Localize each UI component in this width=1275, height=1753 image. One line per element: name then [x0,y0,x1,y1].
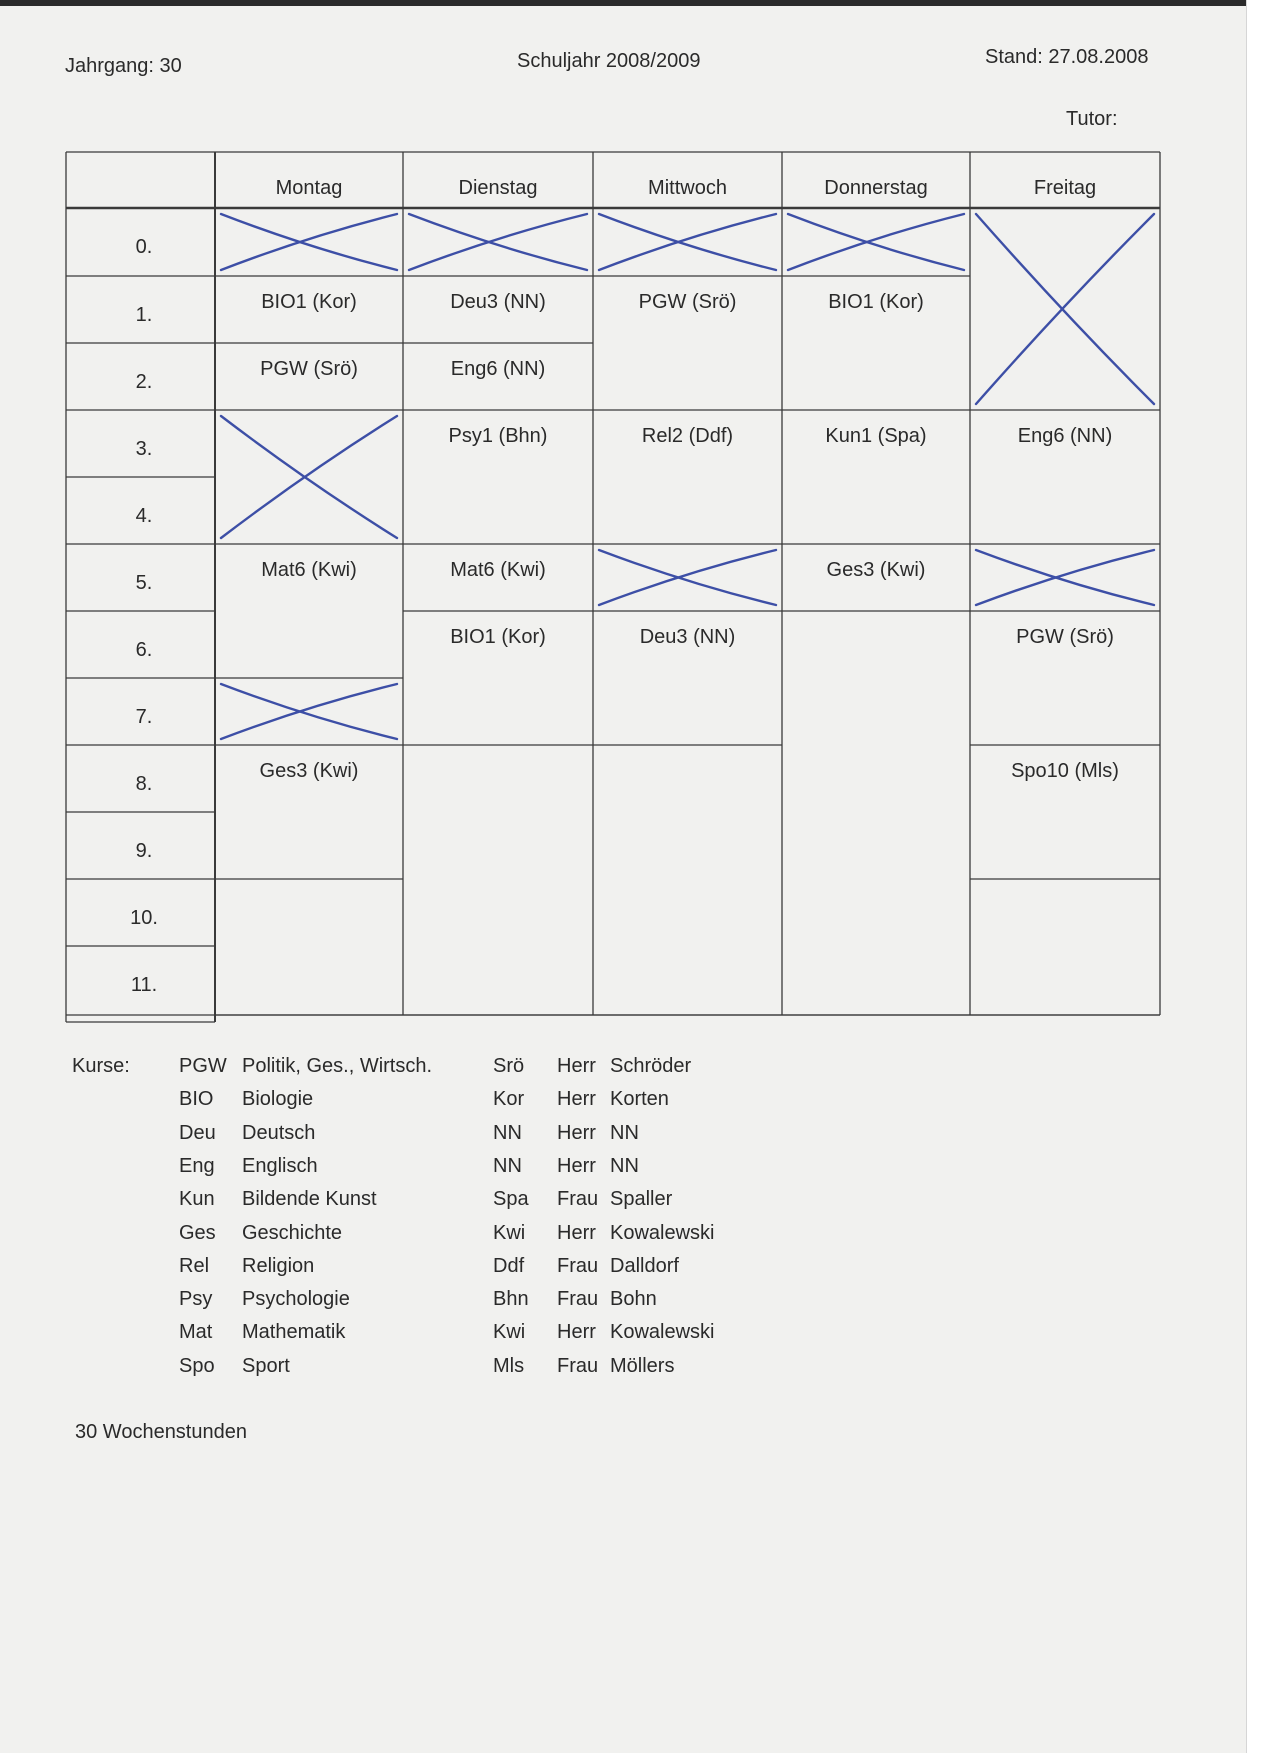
lesson-label: Rel2 (Ddf) [641,425,734,447]
lesson-label: Psy1 (Bhn) [448,425,548,447]
course-code: Eng [179,1154,215,1177]
period-label: 3. [135,438,153,460]
course-code: Ges [179,1221,216,1244]
teacher-code: NN [493,1154,522,1177]
course-code: Kun [179,1188,215,1211]
teacher-name: Bohn [610,1288,657,1311]
jahrgang-label: Jahrgang: 30 [65,55,182,77]
lesson-label: Ges3 (Kwi) [826,559,926,581]
course-code: Mat [179,1321,213,1344]
course-code: Spo [179,1354,215,1377]
teacher-code: NN [493,1121,522,1144]
lesson-label: BIO1 (Kor) [261,291,357,313]
cross-out-stroke [409,214,587,270]
lesson-label: Deu3 (NN) [450,291,546,313]
teacher-name: Dalldorf [610,1254,679,1277]
course-name: Bildende Kunst [242,1188,377,1211]
course-code: Rel [179,1254,210,1277]
cross-out-stroke [221,684,397,739]
legend-title: Kurse: [72,1055,130,1077]
teacher-title: Herr [557,1088,596,1111]
cross-out-stroke [221,416,397,538]
cross-out-stroke [599,550,776,605]
course-code: PGW [179,1055,227,1077]
lesson-label: Kun1 (Spa) [825,425,927,447]
tutor-label: Tutor: [1066,108,1118,130]
cross-out-stroke [221,416,397,538]
course-name: Mathematik [242,1321,346,1344]
schuljahr-label: Schuljahr 2008/2009 [517,50,701,72]
lesson-label: PGW (Srö) [1016,626,1114,648]
teacher-title: Herr [557,1055,596,1077]
teacher-name: NN [610,1121,639,1144]
period-label: 6. [135,639,153,661]
day-header: Freitag [1033,177,1097,199]
period-label: 11. [130,974,158,996]
course-name: Psychologie [242,1288,350,1311]
course-name: Politik, Ges., Wirtsch. [242,1055,433,1077]
teacher-code: Mls [493,1354,525,1377]
teacher-title: Herr [557,1221,596,1244]
course-code: Psy [179,1288,213,1311]
lesson-label: Eng6 (NN) [1017,425,1113,447]
course-name: Geschichte [242,1221,343,1244]
teacher-name: Möllers [610,1354,675,1377]
teacher-title: Frau [557,1354,599,1377]
teacher-name: Kowalewski [610,1221,715,1244]
cross-out-stroke [221,684,397,739]
cross-out-stroke [788,214,964,270]
teacher-code: Kwi [493,1221,526,1244]
teacher-title: Frau [557,1188,599,1211]
period-label: 7. [135,706,153,728]
teacher-title: Herr [557,1121,596,1144]
lesson-label: PGW (Srö) [260,358,358,380]
lesson-label: Mat6 (Kwi) [261,559,357,581]
day-header: Montag [275,177,343,199]
course-name: Biologie [242,1088,314,1111]
day-header: Dienstag [458,177,538,199]
teacher-title: Herr [557,1321,596,1344]
cross-out-stroke [599,214,776,270]
period-label: 0. [135,236,153,258]
lesson-label: Deu3 (NN) [639,626,736,648]
teacher-name: Spaller [610,1188,673,1211]
cross-out-stroke [599,214,776,270]
teacher-title: Herr [557,1154,596,1177]
cross-out-stroke [221,214,397,270]
day-header: Mittwoch [648,177,727,199]
stand-date: Stand: 27.08.2008 [985,46,1149,68]
cross-out-stroke [976,550,1154,605]
teacher-code: Kor [493,1088,525,1111]
teacher-title: Frau [557,1254,599,1277]
lesson-label: Eng6 (NN) [450,358,546,380]
period-label: 5. [135,572,153,594]
teacher-title: Frau [557,1288,599,1311]
period-label: 4. [135,505,153,527]
cross-out-stroke [599,550,776,605]
lesson-label: Mat6 (Kwi) [450,559,546,581]
teacher-name: Kowalewski [610,1321,715,1344]
course-name: Sport [242,1354,290,1377]
lesson-label: BIO1 (Kor) [828,291,924,313]
period-label: 2. [135,371,153,393]
teacher-code: Ddf [493,1254,525,1277]
cross-out-stroke [976,550,1154,605]
day-header: Donnerstag [824,177,928,199]
course-name: Deutsch [242,1121,316,1144]
teacher-name: Korten [610,1088,669,1111]
period-label: 10. [130,907,158,929]
course-name: Englisch [242,1154,318,1177]
period-label: 8. [135,773,153,795]
course-name: Religion [242,1254,315,1277]
period-label: 1. [135,304,153,326]
teacher-name: Schröder [610,1055,692,1077]
teacher-code: Kwi [493,1321,526,1344]
course-code: Deu [179,1121,216,1144]
cross-out-stroke [788,214,964,270]
teacher-code: Spa [493,1188,529,1211]
cross-out-stroke [221,214,397,270]
period-label: 9. [135,840,153,862]
lesson-label: BIO1 (Kor) [450,626,546,648]
lesson-label: Ges3 (Kwi) [259,760,359,782]
lesson-label: PGW (Srö) [638,291,737,313]
teacher-code: Bhn [493,1288,529,1311]
weekly-hours: 30 Wochenstunden [75,1421,247,1443]
lesson-label: Spo10 (Mls) [1011,760,1119,782]
teacher-name: NN [610,1154,639,1177]
course-code: BIO [179,1088,214,1111]
teacher-code: Srö [493,1055,525,1077]
cross-out-stroke [409,214,587,270]
